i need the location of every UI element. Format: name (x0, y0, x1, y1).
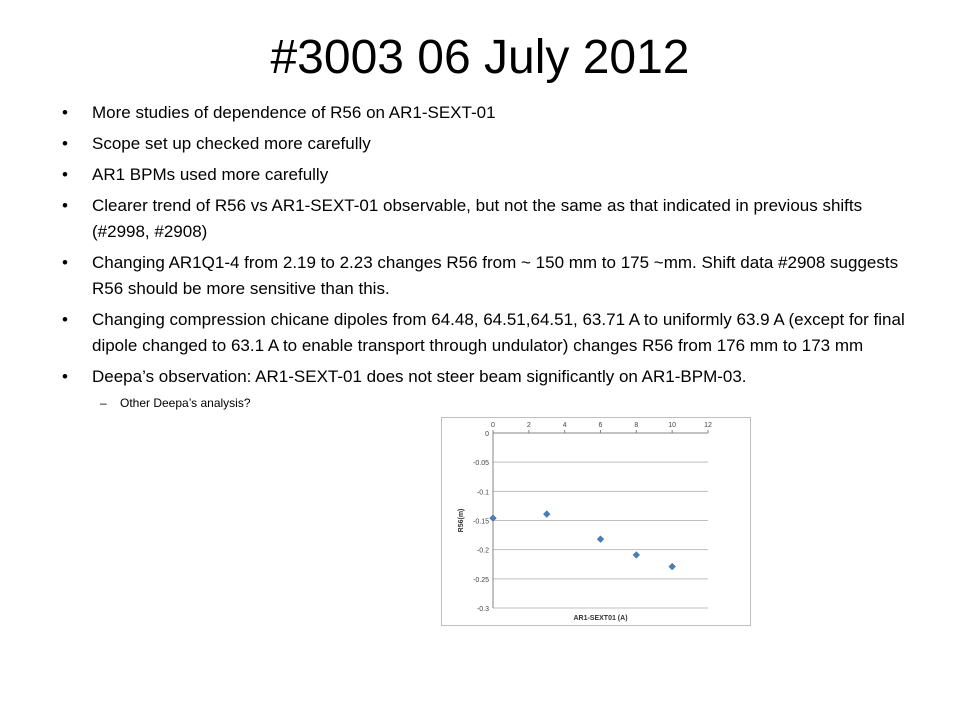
bullet-text: AR1 BPMs used more carefully (92, 165, 329, 184)
bullet-text: Scope set up checked more carefully (92, 134, 371, 153)
y-tick-label: -0.05 (473, 460, 489, 468)
bullet-item (62, 307, 912, 359)
bullet-marker: • (62, 103, 68, 122)
y-tick-label: 0 (485, 431, 489, 438)
x-tick-label: 6 (598, 422, 603, 429)
slide-title: #3003 06 July 2012 (270, 31, 690, 84)
data-point (633, 552, 640, 559)
bullet-marker: • (62, 134, 68, 153)
data-point (669, 563, 676, 570)
bullet-text: Changing AR1Q1-4 from 2.19 to 2.23 changes R56 from ~ 150 mm to 175 ~mm. Shift data #2908 suggests R56 should be more sensitive than this. (92, 253, 899, 298)
x-tick-label: 0 (491, 422, 495, 429)
y-tick-label: -0.15 (473, 518, 489, 526)
bullet-text: Changing compression chicane dipoles from 64.48, 64.51,64.51, 63.71 A to uniformly 63.9 A (except for final dipole changed to 63.1 A to enable transport through undulator) changes R56 from 176 mm to 173 mm (92, 310, 905, 355)
bullet-item (62, 250, 912, 302)
y-tick-label: -0.25 (473, 576, 489, 584)
y-tick-label: -0.1 (476, 489, 489, 497)
bullet-item (62, 193, 912, 245)
bullet-item (62, 100, 912, 126)
chart-svg (442, 418, 750, 625)
x-tick-label: 12 (704, 422, 712, 429)
x-axis-title: AR1-SEXT01 (A) (573, 615, 628, 622)
y-tick-label: -0.2 (476, 547, 489, 555)
y-tick-label: -0.3 (476, 606, 489, 613)
bullet-item (62, 162, 912, 188)
data-point (543, 511, 550, 518)
sub-bullet-text: Other Deepa’s analysis? (120, 396, 251, 410)
bullet-item (62, 364, 912, 390)
bullet-marker: • (62, 310, 68, 329)
x-tick-label: 2 (526, 422, 531, 429)
bullet-marker: • (62, 253, 68, 272)
bullet-item (62, 131, 912, 157)
data-point (597, 536, 604, 543)
bullet-text: Clearer trend of R56 vs AR1-SEXT-01 observable, but not the same as that indicated in previous shifts (#2998, #2908) (92, 196, 863, 241)
sub-bullet-item (62, 395, 912, 411)
bullet-marker: • (62, 367, 68, 386)
bullet-marker: • (62, 196, 68, 215)
bullet-marker: • (62, 165, 68, 184)
y-axis-title: R56(m) (458, 508, 465, 533)
x-tick-label: 4 (562, 422, 567, 429)
bullet-text: Deepa’s observation: AR1-SEXT-01 does not steer beam significantly on AR1-BPM-03. (92, 367, 747, 386)
scatter-chart (441, 417, 751, 626)
sub-bullet-marker: – (100, 396, 107, 410)
x-tick-label: 10 (668, 422, 677, 429)
bullet-list (62, 100, 912, 411)
x-tick-label: 8 (634, 422, 639, 429)
bullet-text: More studies of dependence of R56 on AR1-SEXT-01 (92, 103, 496, 122)
